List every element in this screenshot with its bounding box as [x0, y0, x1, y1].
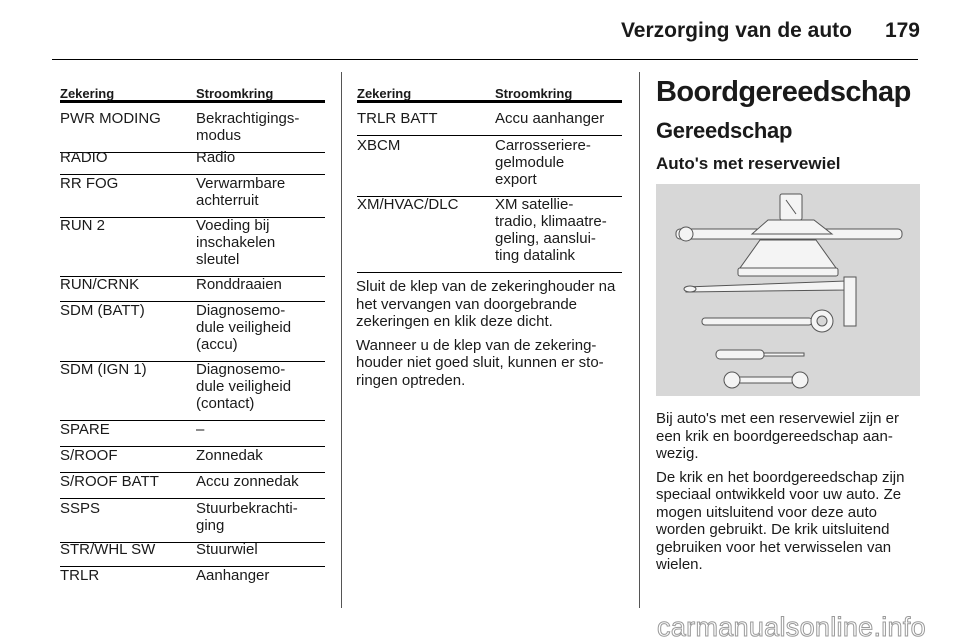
fuse-name: XM/HVAC/DLC [357, 196, 459, 213]
table-header-row [60, 76, 325, 103]
page-number: 179 [884, 19, 920, 42]
fuse-name: SPARE [60, 421, 110, 438]
fuse-note-warning: Wanneer u de klep van de zekering-houder niet goed sluit, kunnen er sto-ringen optreden. [356, 336, 604, 389]
fuse-circuit: Bekrachtigings- modus [196, 110, 300, 144]
fuse-circuit: Diagnosemo- dule veiligheid (contact) [196, 361, 292, 412]
header-fuse: Zekering [60, 86, 115, 101]
fuse-name: RR FOG [60, 175, 119, 192]
fuse-circuit: Radio [196, 149, 236, 166]
fuse-circuit: Voeding bij inschakelen sleutel [196, 217, 276, 268]
header-circuit: Stroomkring [196, 86, 274, 101]
fuse-circuit: XM satellie- tradio, klimaatre- geling, aanslui- ting datalink [495, 196, 607, 264]
towing-eye-icon [702, 310, 833, 332]
section-heading: Boordgereedschap [656, 76, 911, 108]
fuse-circuit: Ronddraaien [196, 276, 282, 293]
fuse-table-right [357, 76, 622, 276]
fuse-name: TRLR BATT [357, 110, 438, 127]
fuse-name: RADIO [60, 149, 108, 166]
tool-kit-paragraph-1: Bij auto's met een reservewiel zijn er een krik en boordgereedschap aan-wezig. [656, 410, 899, 462]
fuse-circuit: Diagnosemo- dule veiligheid (accu) [196, 302, 292, 353]
fuse-name: SSPS [60, 500, 101, 517]
fuse-name: RUN/CRNK [60, 276, 140, 293]
watermark: carmanualsonline.info [657, 612, 926, 642]
fuse-name: PWR MODING [60, 110, 161, 127]
fuse-circuit: Stuurbekrachti- ging [196, 500, 298, 534]
row-divider [357, 272, 622, 273]
header-circuit: Stroomkring [495, 86, 573, 101]
jack-icon [676, 194, 902, 276]
fuse-name: RUN 2 [60, 217, 106, 234]
fuse-circuit: Accu zonnedak [196, 473, 299, 490]
fuse-circuit: – [196, 421, 205, 438]
fuse-name: S/ROOF [60, 447, 118, 464]
subsection-heading: Gereedschap [656, 118, 793, 143]
fuse-name: SDM (BATT) [60, 302, 145, 319]
fuse-circuit: Accu aanhanger [495, 110, 605, 127]
fuse-notes [356, 278, 620, 395]
tool-kit-illustration [656, 184, 920, 396]
fuse-circuit: Stuurwiel [196, 541, 258, 558]
fuse-circuit: Verwarmbare achterruit [196, 175, 286, 209]
tool-kit-paragraph-2: De krik en het boordgereedschap zijn speciaal ontwikkeld voor uw auto. Ze mogen uitsluitend voor deze auto worden gebruikt. De krik uitsluitend gebruiken voor het verwisselen van wielen. [656, 468, 905, 573]
row-divider [60, 566, 325, 567]
fuse-name: S/ROOF BATT [60, 473, 159, 490]
page-title: Verzorging van de auto [620, 19, 852, 42]
fuse-name: STR/WHL SW [60, 541, 156, 558]
sub-subsection-heading: Auto's met reservewiel [656, 154, 841, 173]
row-divider [60, 498, 325, 499]
fuse-name: TRLR [60, 567, 100, 584]
fuse-circuit: Zonnedak [196, 447, 263, 464]
page-header [0, 0, 960, 60]
fuse-circuit: Aanhanger [196, 567, 270, 584]
header-fuse: Zekering [357, 86, 412, 101]
tool-kit-drawing [656, 184, 920, 396]
table-header-row [357, 76, 622, 103]
row-divider [357, 135, 622, 136]
fuse-name: XBCM [357, 137, 401, 154]
column-divider-1 [341, 72, 342, 608]
header-rule [52, 59, 918, 60]
fuse-name: SDM (IGN 1) [60, 361, 147, 378]
screwdriver-icon [716, 350, 804, 359]
fuse-table-left [60, 76, 325, 584]
fuse-note-close: Sluit de klep van de zekeringhouder na het vervangen van doorgebrande zekeringen en klik deze dicht. [356, 278, 616, 330]
tool-kit-text [656, 410, 924, 580]
fuse-circuit: Carrosseriere- gelmodule export [495, 137, 591, 188]
column-divider-2 [639, 72, 640, 608]
spanner-icon [724, 372, 808, 388]
